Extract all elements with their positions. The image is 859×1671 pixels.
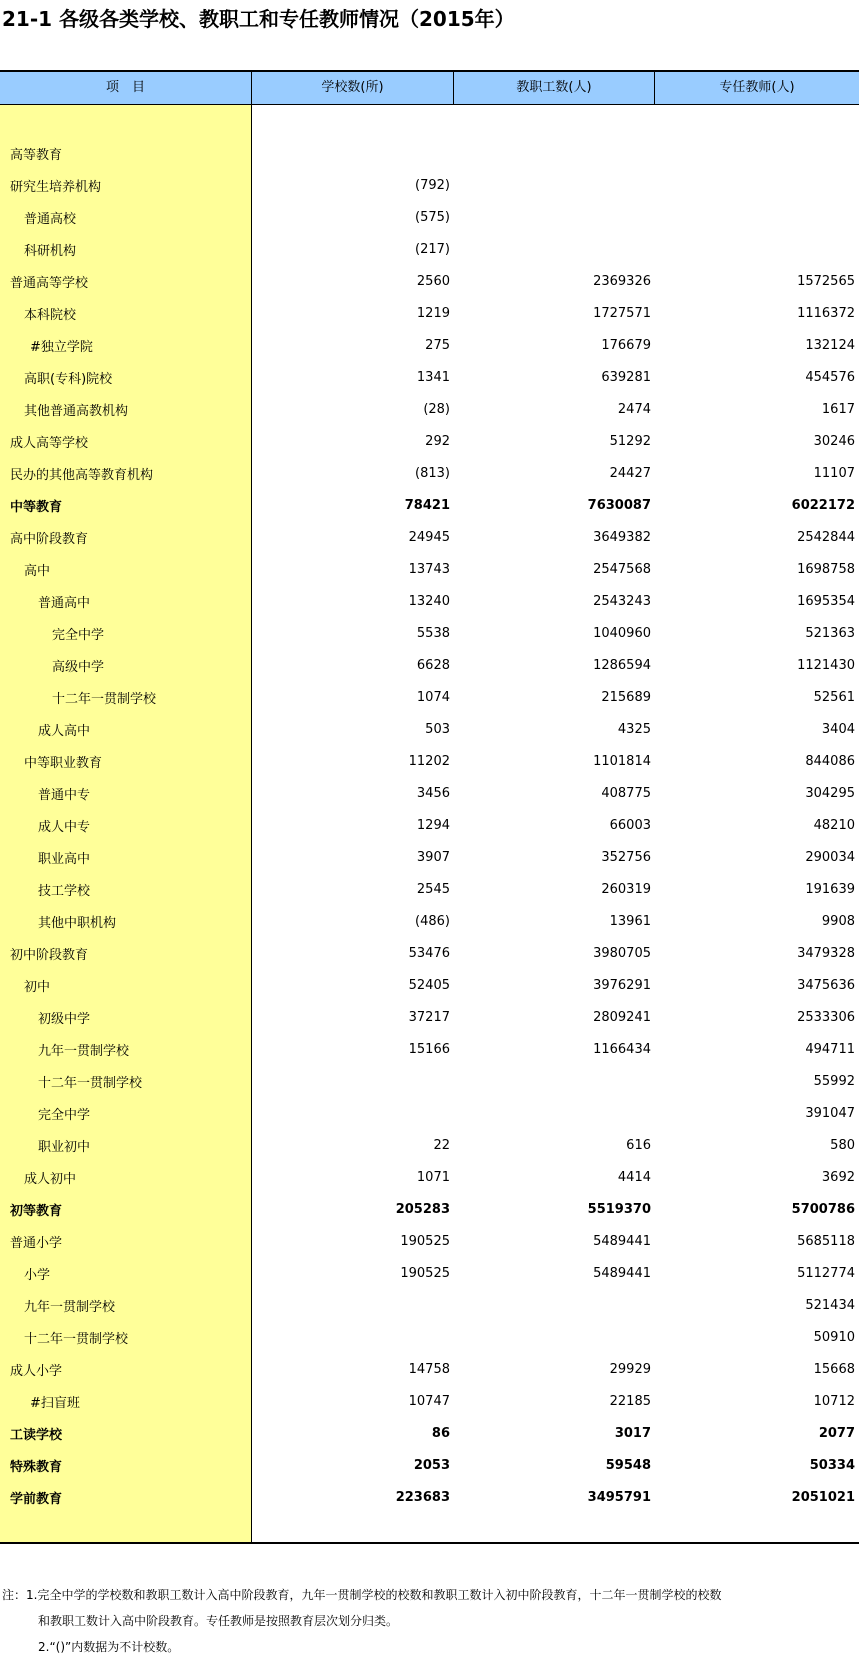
teachers-cell: 191639 <box>805 881 855 897</box>
schools-cell: 1294 <box>416 817 450 833</box>
teachers-cell: 454576 <box>805 369 855 385</box>
staff-cell: 2547568 <box>593 561 651 577</box>
table-row <box>0 1065 859 1097</box>
staff-cell: 1166434 <box>593 1041 651 1057</box>
schools-cell: 2560 <box>416 273 450 289</box>
row-label: 高等教育 <box>10 147 63 163</box>
table-row <box>0 873 859 905</box>
teachers-cell: 11107 <box>813 465 855 481</box>
schools-cell: 52405 <box>408 977 450 993</box>
teachers-cell: 1121430 <box>797 657 855 673</box>
table-row <box>0 1225 859 1257</box>
teachers-cell: 1617 <box>821 401 855 417</box>
row-label: 其他普通高教机构 <box>24 403 129 419</box>
table-row <box>0 425 859 457</box>
footnote-2: 2.“()”内数据为不计校数。 <box>38 1640 180 1654</box>
staff-cell: 352756 <box>601 849 651 865</box>
teachers-cell: 1116372 <box>797 305 855 321</box>
schools-cell: 2053 <box>413 1457 450 1473</box>
teachers-cell: 1695354 <box>797 593 855 609</box>
row-label: 工读学校 <box>10 1427 63 1443</box>
row-label: 普通高中 <box>38 595 91 611</box>
header-item: 项 目 <box>0 72 252 104</box>
staff-cell: 22185 <box>609 1393 651 1409</box>
schools-cell: 1074 <box>416 689 450 705</box>
table-row <box>0 841 859 873</box>
row-label: 高级中学 <box>52 659 105 675</box>
row-label: 十二年一贯制学校 <box>38 1075 143 1091</box>
schools-cell: (217) <box>415 241 450 257</box>
schools-cell: 1341 <box>416 369 450 385</box>
table-row <box>0 713 859 745</box>
schools-cell: 503 <box>425 721 450 737</box>
teachers-cell: 3692 <box>821 1169 855 1185</box>
row-label: 本科院校 <box>24 307 77 323</box>
table-row <box>0 617 859 649</box>
table-row <box>0 521 859 553</box>
row-label: 特殊教育 <box>10 1459 63 1475</box>
row-label: 普通中专 <box>38 787 91 803</box>
schools-cell: 11202 <box>408 753 450 769</box>
page-title: 21-1 各级各类学校、教职工和专任教师情况（2015年） <box>2 7 515 31</box>
teachers-cell: 52561 <box>813 689 855 705</box>
row-label: 初级中学 <box>38 1011 91 1027</box>
row-label: 高中阶段教育 <box>10 531 89 547</box>
schools-cell: (813) <box>415 465 450 481</box>
table-row <box>0 137 859 169</box>
teachers-cell: 9908 <box>821 913 855 929</box>
schools-cell: 205283 <box>395 1201 450 1217</box>
schools-cell: 37217 <box>408 1009 450 1025</box>
teachers-cell: 3479328 <box>797 945 855 961</box>
row-label: 初中 <box>24 979 51 995</box>
table-row <box>0 1481 859 1513</box>
table-body <box>0 105 859 1542</box>
table-row <box>0 297 859 329</box>
table-row <box>0 1289 859 1321</box>
teachers-cell: 1572565 <box>797 273 855 289</box>
schools-cell: 2545 <box>416 881 450 897</box>
teachers-cell: 521363 <box>805 625 855 641</box>
schools-cell: 15166 <box>408 1041 450 1057</box>
row-label: 成人小学 <box>10 1363 63 1379</box>
teachers-cell: 3475636 <box>797 977 855 993</box>
schools-cell: 275 <box>425 337 450 353</box>
row-label: 民办的其他高等教育机构 <box>10 467 154 483</box>
table-row <box>0 585 859 617</box>
staff-cell: 7630087 <box>587 497 651 513</box>
row-label: 成人中专 <box>38 819 91 835</box>
table-row <box>0 201 859 233</box>
schools-cell: (575) <box>415 209 450 225</box>
table-row <box>0 1353 859 1385</box>
schools-cell: 190525 <box>400 1265 450 1281</box>
schools-cell: 13240 <box>408 593 450 609</box>
staff-cell: 3649382 <box>593 529 651 545</box>
staff-cell: 5489441 <box>593 1265 651 1281</box>
staff-cell: 5519370 <box>587 1201 651 1217</box>
table-row <box>0 905 859 937</box>
table-row <box>0 1161 859 1193</box>
table-row <box>0 1129 859 1161</box>
header-staff: 教职工数(人) <box>454 72 655 104</box>
row-label: 中等职业教育 <box>24 755 103 771</box>
schools-cell: 5538 <box>416 625 450 641</box>
table-row <box>0 937 859 969</box>
table-row <box>0 233 859 265</box>
staff-cell: 3495791 <box>587 1489 651 1505</box>
row-label: 初等教育 <box>10 1203 63 1219</box>
footnote-1-continued: 和教职工数计入高中阶段教育。专任教师是按照教育层次划分归类。 <box>38 1614 399 1628</box>
table-row <box>0 1097 859 1129</box>
row-label: 九年一贯制学校 <box>24 1299 116 1315</box>
table-row <box>0 745 859 777</box>
table-row <box>0 1385 859 1417</box>
staff-cell: 1040960 <box>593 625 651 641</box>
schools-cell: (792) <box>415 177 450 193</box>
teachers-cell: 15668 <box>813 1361 855 1377</box>
row-label: #扫盲班 <box>30 1395 80 1411</box>
schools-cell: (28) <box>423 401 450 417</box>
table-row <box>0 1321 859 1353</box>
table-row <box>0 265 859 297</box>
row-label: 职业高中 <box>38 851 91 867</box>
teachers-cell: 2051021 <box>791 1489 855 1505</box>
table-header <box>0 72 859 105</box>
teachers-cell: 50910 <box>813 1329 855 1345</box>
schools-cell: 223683 <box>395 1489 450 1505</box>
table-row <box>0 1417 859 1449</box>
staff-cell: 5489441 <box>593 1233 651 1249</box>
table-row <box>0 1001 859 1033</box>
table-row <box>0 457 859 489</box>
row-label: 普通小学 <box>10 1235 63 1251</box>
staff-cell: 616 <box>626 1137 651 1153</box>
staff-cell: 51292 <box>609 433 651 449</box>
table-rows <box>0 137 859 1513</box>
schools-cell: 10747 <box>408 1393 450 1409</box>
table-row <box>0 169 859 201</box>
teachers-cell: 5112774 <box>797 1265 855 1281</box>
staff-cell: 215689 <box>601 689 651 705</box>
row-label: 其他中职机构 <box>38 915 117 931</box>
table-row <box>0 809 859 841</box>
table-row <box>0 1257 859 1289</box>
row-label: 研究生培养机构 <box>10 179 102 195</box>
teachers-cell: 3404 <box>821 721 855 737</box>
row-label: 初中阶段教育 <box>10 947 89 963</box>
teachers-cell: 304295 <box>805 785 855 801</box>
teachers-cell: 5700786 <box>791 1201 855 1217</box>
row-label: 高职(专科)院校 <box>24 371 113 387</box>
teachers-cell: 6022172 <box>791 497 855 513</box>
table-row <box>0 969 859 1001</box>
schools-cell: 53476 <box>408 945 450 961</box>
table-row <box>0 553 859 585</box>
teachers-cell: 521434 <box>805 1297 855 1313</box>
row-label: 完全中学 <box>38 1107 91 1123</box>
row-label: 职业初中 <box>38 1139 91 1155</box>
table-row <box>0 393 859 425</box>
staff-cell: 4414 <box>617 1169 651 1185</box>
teachers-cell: 2533306 <box>797 1009 855 1025</box>
teachers-cell: 494711 <box>805 1041 855 1057</box>
staff-cell: 260319 <box>601 881 651 897</box>
schools-cell: 3907 <box>416 849 450 865</box>
schools-cell: 6628 <box>416 657 450 673</box>
staff-cell: 1727571 <box>593 305 651 321</box>
schools-cell: 190525 <box>400 1233 450 1249</box>
teachers-cell: 48210 <box>813 817 855 833</box>
staff-cell: 1101814 <box>593 753 651 769</box>
table-row <box>0 1449 859 1481</box>
row-label: 技工学校 <box>38 883 91 899</box>
teachers-cell: 844086 <box>805 753 855 769</box>
table-row <box>0 489 859 521</box>
staff-cell: 408775 <box>601 785 651 801</box>
schools-cell: 14758 <box>408 1361 450 1377</box>
staff-cell: 66003 <box>609 817 651 833</box>
staff-cell: 1286594 <box>593 657 651 673</box>
row-label: #独立学院 <box>30 339 93 355</box>
teachers-cell: 50334 <box>809 1457 855 1473</box>
schools-cell: 24945 <box>408 529 450 545</box>
teachers-cell: 5685118 <box>797 1233 855 1249</box>
row-label: 学前教育 <box>10 1491 63 1507</box>
row-label: 成人高等学校 <box>10 435 89 451</box>
row-label: 高中 <box>24 563 51 579</box>
teachers-cell: 30246 <box>813 433 855 449</box>
teachers-cell: 580 <box>830 1137 855 1153</box>
table-row <box>0 1033 859 1065</box>
row-label: 普通高校 <box>24 211 77 227</box>
staff-cell: 3976291 <box>593 977 651 993</box>
table-row <box>0 649 859 681</box>
row-label: 九年一贯制学校 <box>38 1043 130 1059</box>
table-row <box>0 681 859 713</box>
staff-cell: 2474 <box>617 401 651 417</box>
teachers-cell: 2542844 <box>797 529 855 545</box>
teachers-cell: 1698758 <box>797 561 855 577</box>
schools-cell: 292 <box>425 433 450 449</box>
schools-cell: 78421 <box>404 497 450 513</box>
schools-cell: 86 <box>431 1425 450 1441</box>
row-label: 成人高中 <box>38 723 91 739</box>
data-table <box>0 70 859 1544</box>
row-label: 科研机构 <box>24 243 77 259</box>
staff-cell: 4325 <box>617 721 651 737</box>
row-label: 小学 <box>24 1267 51 1283</box>
teachers-cell: 290034 <box>805 849 855 865</box>
schools-cell: 1071 <box>416 1169 450 1185</box>
staff-cell: 2543243 <box>593 593 651 609</box>
staff-cell: 13961 <box>609 913 651 929</box>
staff-cell: 24427 <box>609 465 651 481</box>
header-schools: 学校数(所) <box>252 72 454 104</box>
teachers-cell: 55992 <box>813 1073 855 1089</box>
table-row <box>0 329 859 361</box>
header-teachers: 专任教师(人) <box>719 80 795 95</box>
staff-cell: 3980705 <box>593 945 651 961</box>
teachers-cell: 2077 <box>818 1425 855 1441</box>
staff-cell: 2809241 <box>593 1009 651 1025</box>
table-row <box>0 1193 859 1225</box>
table-row <box>0 777 859 809</box>
footnotes <box>0 1582 859 1660</box>
schools-cell: 13743 <box>408 561 450 577</box>
row-label: 普通高等学校 <box>10 275 89 291</box>
schools-cell: (486) <box>415 913 450 929</box>
staff-cell: 176679 <box>601 337 651 353</box>
staff-cell: 59548 <box>605 1457 651 1473</box>
teachers-cell: 132124 <box>805 337 855 353</box>
footnote-1: 注：1.完全中学的学校数和教职工数计入高中阶段教育，九年一贯制学校的校数和教职工数计入初中阶段教育，十二年一贯制学校的校数 <box>2 1588 722 1602</box>
row-label: 成人初中 <box>24 1171 77 1187</box>
staff-cell: 2369326 <box>593 273 651 289</box>
staff-cell: 3017 <box>614 1425 651 1441</box>
row-label: 十二年一贯制学校 <box>24 1331 129 1347</box>
staff-cell: 639281 <box>601 369 651 385</box>
teachers-cell: 391047 <box>805 1105 855 1121</box>
schools-cell: 22 <box>433 1137 450 1153</box>
staff-cell: 29929 <box>609 1361 651 1377</box>
row-label: 十二年一贯制学校 <box>52 691 157 707</box>
table-row <box>0 361 859 393</box>
schools-cell: 3456 <box>416 785 450 801</box>
row-label: 完全中学 <box>52 627 105 643</box>
teachers-cell: 10712 <box>813 1393 855 1409</box>
schools-cell: 1219 <box>416 305 450 321</box>
row-label: 中等教育 <box>10 499 63 515</box>
